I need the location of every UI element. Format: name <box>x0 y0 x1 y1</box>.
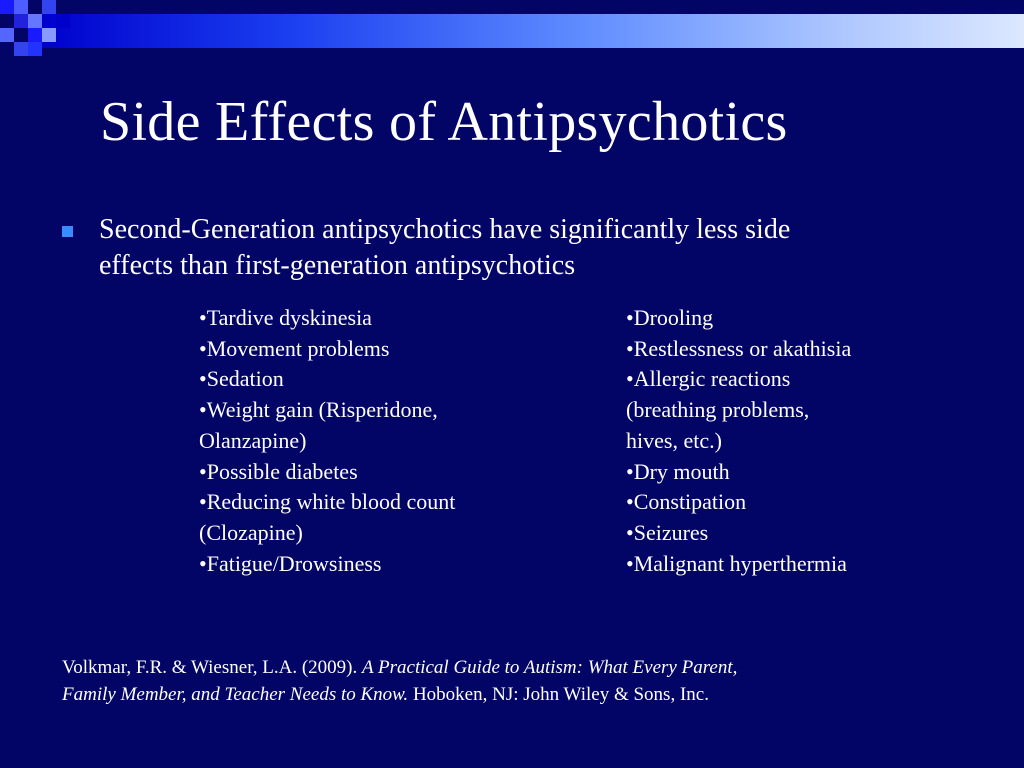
decor-square <box>14 14 28 28</box>
main-bullet-line: effects than first-generation antipsychotics <box>99 250 576 281</box>
side-effects-list-left <box>199 303 559 579</box>
list-item: •Drooling <box>626 305 714 330</box>
side-effects-list-right <box>626 303 956 579</box>
list-item: •Sedation <box>199 366 284 392</box>
decor-square <box>28 28 42 42</box>
main-bullet-line: Second-Generation antipsychotics have significantly less side <box>99 214 791 245</box>
list-item: •Movement problems <box>199 335 390 361</box>
list-item: •Fatigue/Drowsiness <box>199 550 382 576</box>
decor-square <box>0 28 14 42</box>
list-item: Olanzapine) <box>199 427 307 453</box>
decor-square <box>56 14 70 28</box>
citation-line-2 <box>62 681 962 708</box>
decor-square <box>28 42 42 56</box>
citation-book-title-cont: Family Member, and Teacher Needs to Know. <box>62 684 409 705</box>
citation-book-title: A Practical Guide to Autism: What Every Parent, <box>362 657 738 678</box>
citation-line-1 <box>62 654 962 681</box>
decor-square <box>14 0 28 14</box>
list-item: •Tardive dyskinesia <box>199 305 372 330</box>
decor-square <box>42 0 56 14</box>
bullet-square-icon <box>62 226 73 237</box>
decor-square <box>28 14 42 28</box>
main-bullet-text <box>99 212 979 284</box>
citation-publisher: Hoboken, NJ: John Wiley & Sons, Inc. <box>412 684 709 705</box>
list-item: (Clozapine) <box>199 519 303 545</box>
decor-square <box>14 42 28 56</box>
list-item: •Dry mouth <box>626 458 730 484</box>
header-gradient-bar <box>40 14 1024 48</box>
list-item: •Reducing white blood count <box>199 489 456 515</box>
slide-title: Side Effects of Antipsychotics <box>100 91 788 153</box>
list-item: •Restlessness or akathisia <box>626 335 852 361</box>
list-item: hives, etc.) <box>626 427 722 453</box>
list-item: •Allergic reactions <box>626 366 791 392</box>
list-item: •Malignant hyperthermia <box>626 550 847 576</box>
list-item: •Possible diabetes <box>199 458 358 484</box>
list-item: (breathing problems, <box>626 397 810 423</box>
decor-square <box>0 0 14 14</box>
list-item: •Seizures <box>626 519 709 545</box>
citation-authors: Volkmar, F.R. & Wiesner, L.A. (2009). <box>62 657 358 678</box>
list-item: •Weight gain (Risperidone, <box>199 397 438 423</box>
list-item: •Constipation <box>626 489 747 515</box>
citation <box>62 654 962 708</box>
decor-square <box>42 28 56 42</box>
